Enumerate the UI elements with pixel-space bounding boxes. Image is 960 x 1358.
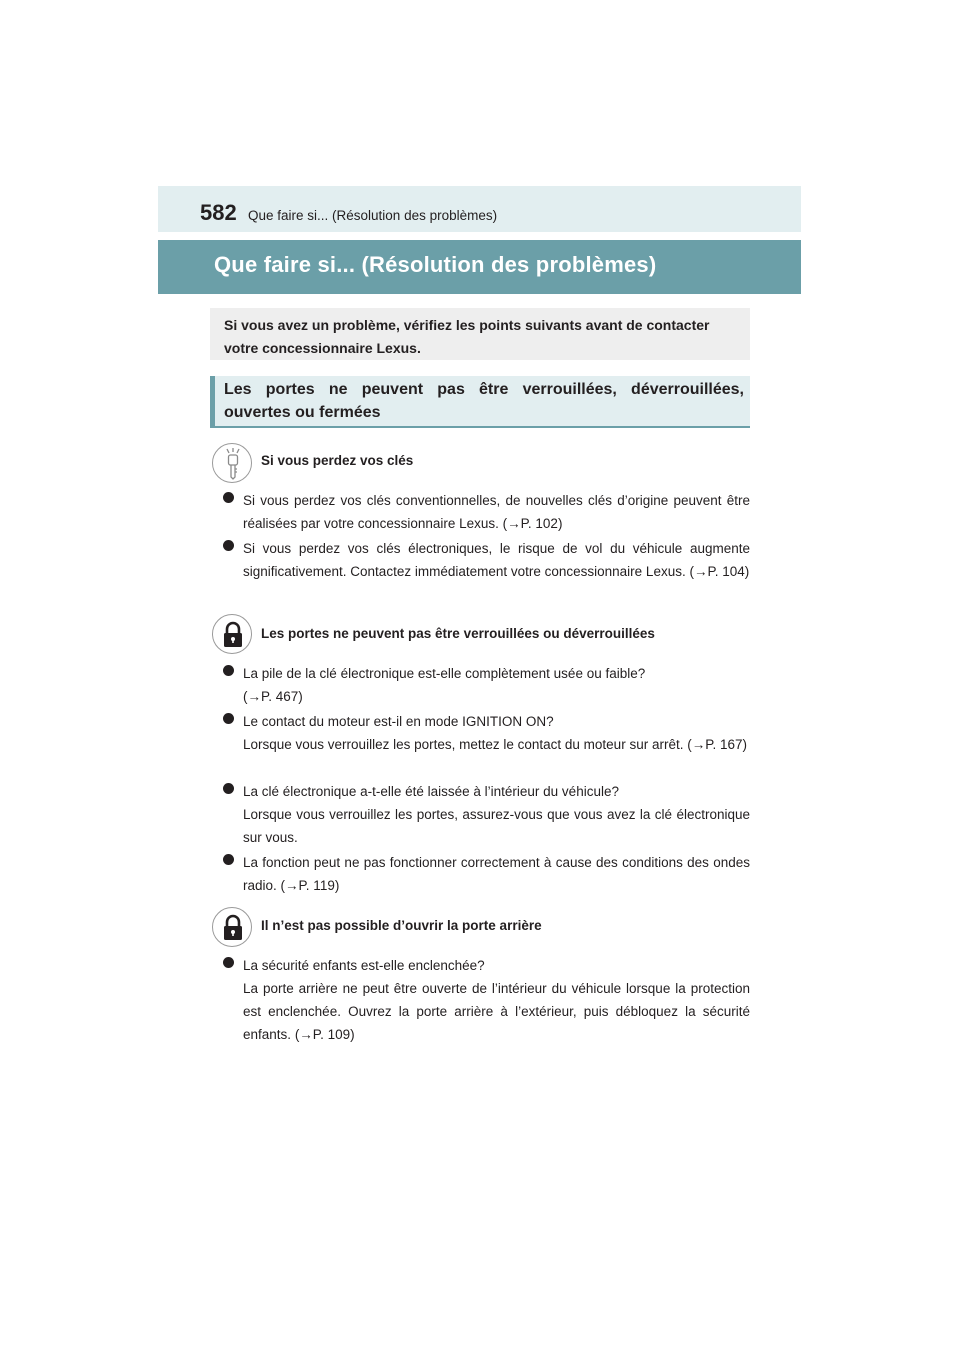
key-icon [212,443,252,483]
list-item [223,662,750,708]
subheading-rear-door: Il n’est pas possible d’ouvrir la porte arrière [261,918,542,933]
lock-icon [212,614,252,654]
running-title: Que faire si... (Résolution des problèmes) [248,208,498,223]
lock-icon [212,907,252,947]
bullet-dot [223,854,234,865]
bullet-text: La fonction peut ne pas fonctionner correctement à cause des conditions des ondes radio. [243,855,750,893]
bullet-dot [223,492,234,503]
bullet-question: La clé électronique a-t-elle été laissée à l’intérieur du véhicule? [243,784,619,799]
page-reference: (→P. 102) [502,516,563,531]
section-heading-box [210,376,750,428]
list-item [223,537,750,583]
bullet-question: La sécurité enfants est-elle enclenchée? [243,958,485,973]
page-reference: (→P. 167) [687,737,747,752]
page-reference: (→P. 109) [294,1027,355,1042]
bullet-dot [223,665,234,676]
bullet-dot [223,783,234,794]
list-item [223,954,750,1046]
list-item [223,851,750,897]
bullet-text: Lorsque vous verrouillez les portes, mettez le contact du moteur sur arrêt. [243,737,684,752]
bullet-question: Le contact du moteur est-il en mode IGNITION ON? [243,714,554,729]
page-reference: (→P. 467) [243,689,303,704]
bullet-question: La pile de la clé électronique est-elle complètement usée ou faible? [243,666,646,681]
page-reference: (→P. 119) [280,878,340,893]
bullet-text: Si vous perdez vos clés électroniques, le risque de vol du véhicule augmente significativement. Contactez immédiatement votre concessionnaire Lexus. [243,541,750,579]
bullet-text: La porte arrière ne peut être ouverte de l’intérieur du véhicule lorsque la protection est enclenchée. Ouvrez la porte arrière à l’extérieur, puis débloquez la sécurité enfants. [243,981,750,1042]
section-heading: Les portes ne peuvent pas être verrouillées, déverrouillées, ouvertes ou fermées [224,381,744,421]
page-number: 582 [200,200,237,225]
bullet-text: Si vous perdez vos clés conventionnelles, de nouvelles clés d’origine peuvent être réalisées par votre concessionnaire Lexus. [243,493,750,531]
bullet-dot [223,713,234,724]
subheading-doors-lock: Les portes ne peuvent pas être verrouillées ou déverrouillées [261,626,655,641]
subheading-lost-keys: Si vous perdez vos clés [261,453,414,468]
bullet-dot [223,957,234,968]
bullet-text: Lorsque vous verrouillez les portes, assurez-vous que vous avez la clé électronique sur vous. [243,807,750,845]
list-item [223,780,750,849]
list-item [223,489,750,535]
intro-box [210,308,750,360]
intro-text: Si vous avez un problème, vérifiez les points suivants avant de contacter votre concessionnaire Lexus. [224,317,710,356]
chapter-title-band [158,240,801,294]
bullet-dot [223,540,234,551]
list-item [223,710,750,756]
page-title: Que faire si... (Résolution des problèmes) [214,252,657,277]
page-reference: (→P. 104) [689,564,750,579]
